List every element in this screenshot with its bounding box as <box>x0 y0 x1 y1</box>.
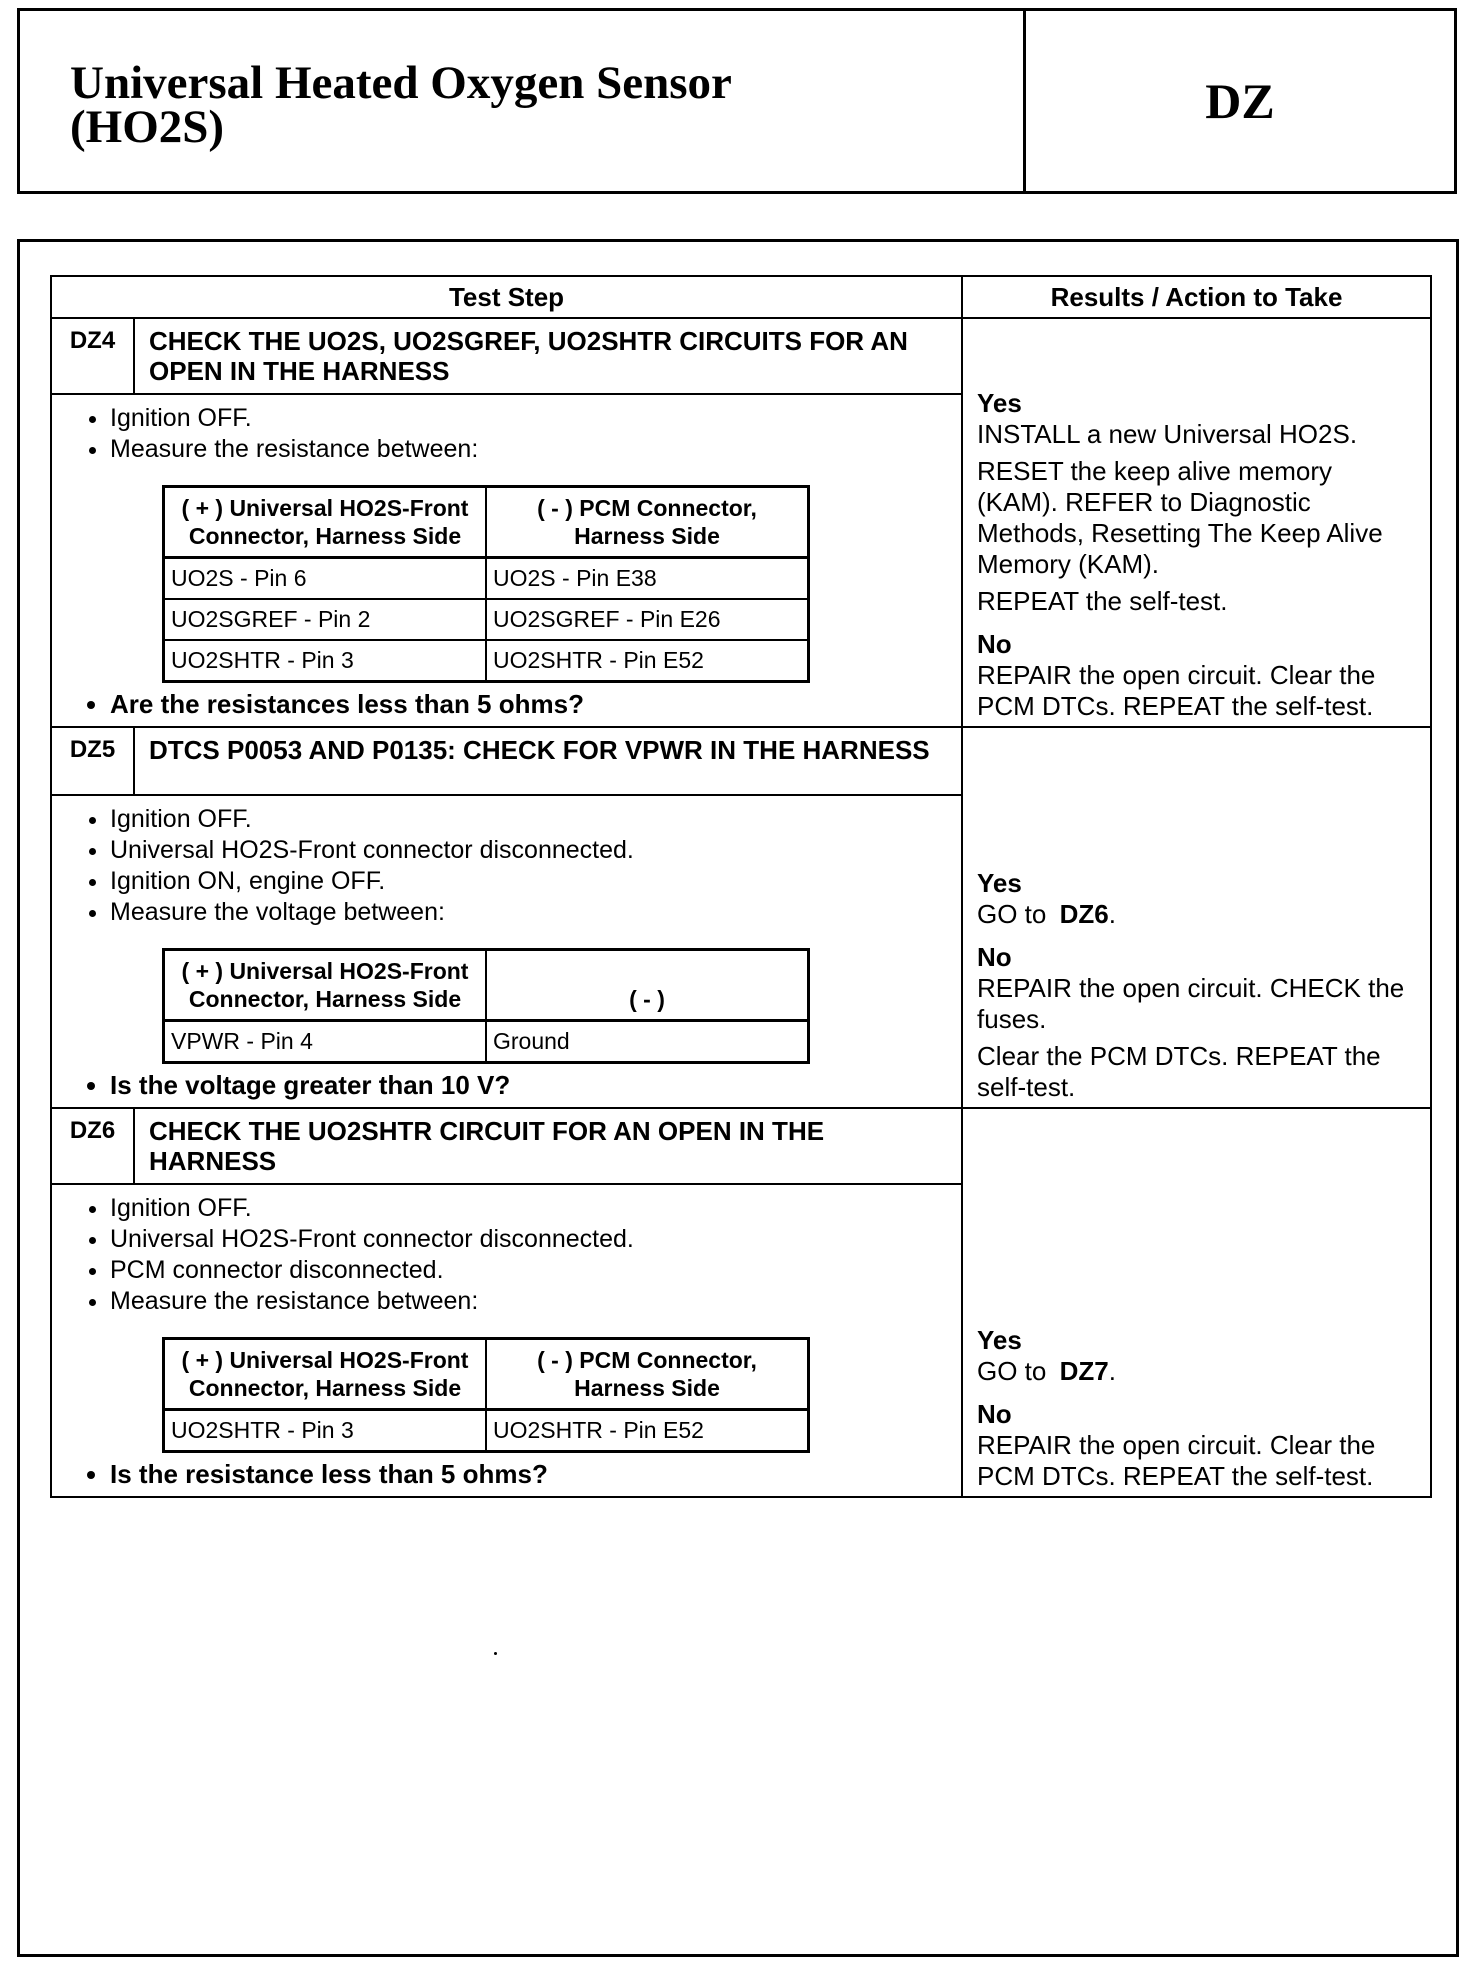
step-body <box>51 394 962 727</box>
table-row <box>164 640 809 682</box>
step-title-row <box>51 318 1431 394</box>
step-body <box>51 1184 962 1497</box>
title-line-1: Universal Heated Oxygen Sensor <box>70 57 732 109</box>
step-title-row <box>51 1108 1431 1184</box>
table-cell: Ground <box>486 1021 809 1063</box>
pin-table <box>162 485 810 683</box>
question-text: • Are the resistances less than 5 ohms? <box>110 689 947 720</box>
step-results <box>962 727 1431 1108</box>
no-action-1: REPAIR the open circuit. Clear the PCM DTCs. REPEAT the self-test. <box>977 1430 1376 1491</box>
step-name: CHECK THE UO2SHTR CIRCUIT FOR AN OPEN IN THE HARNESS <box>134 1108 962 1184</box>
step-body <box>51 795 962 1108</box>
pin-table-head-right: ( - ) <box>486 950 809 1021</box>
col-results: Results / Action to Take <box>962 276 1431 318</box>
list-item: • Measure the voltage between: <box>110 897 947 928</box>
list-item: • Universal HO2S-Front connector disconnected. <box>110 1224 947 1255</box>
table-row <box>164 599 809 640</box>
table-cell: UO2S - Pin E38 <box>486 558 809 600</box>
step-results <box>962 318 1431 727</box>
step-instructions <box>66 804 947 928</box>
list-item: • Ignition OFF. <box>110 1193 947 1224</box>
list-item: • Measure the resistance between: <box>110 434 947 465</box>
table-cell: UO2SHTR - Pin E52 <box>486 640 809 682</box>
yes-action-1: INSTALL a new Universal HO2S. <box>977 419 1358 449</box>
question-text: • Is the voltage greater than 10 V? <box>110 1070 947 1101</box>
pin-table-head-right: ( - ) PCM Connector, Harness Side <box>486 1339 809 1410</box>
table-row <box>164 558 809 600</box>
section-code: DZ <box>1205 73 1275 129</box>
yes-label: Yes <box>977 1325 1022 1355</box>
yes-label: Yes <box>977 868 1022 898</box>
yes-action: GO to DZ6. <box>977 899 1116 929</box>
go-to-target: DZ7 <box>1059 1356 1109 1386</box>
no-label: No <box>977 942 1012 972</box>
yes-action: GO to DZ7. <box>977 1356 1116 1386</box>
step-question <box>66 1459 947 1490</box>
list-item: • Ignition OFF. <box>110 804 947 835</box>
table-cell: VPWR - Pin 4 <box>164 1021 487 1063</box>
step-title-row <box>51 727 1431 795</box>
table-cell: UO2S - Pin 6 <box>164 558 487 600</box>
pin-table-head-left: ( + ) Universal HO2S-Front Connector, Harness Side <box>164 487 487 558</box>
step-instructions <box>66 1193 947 1317</box>
pin-table-head-right: ( - ) PCM Connector, Harness Side <box>486 487 809 558</box>
table-cell: UO2SHTR - Pin 3 <box>164 1410 487 1452</box>
test-step-table <box>50 275 1432 1498</box>
title-line-2: (HO2S) <box>70 101 225 153</box>
question-text: • Is the resistance less than 5 ohms? <box>110 1459 947 1490</box>
go-to-text: GO to <box>977 1356 1047 1386</box>
no-action-1: REPAIR the open circuit. Clear the PCM DTCs. REPEAT the self-test. <box>977 660 1376 721</box>
list-item: • Universal HO2S-Front connector disconnected. <box>110 835 947 866</box>
yes-action-3: REPEAT the self-test. <box>977 586 1228 616</box>
step-name: CHECK THE UO2S, UO2SGREF, UO2SHTR CIRCUITS FOR AN OPEN IN THE HARNESS <box>134 318 962 394</box>
table-row <box>164 1021 809 1063</box>
step-question <box>66 689 947 720</box>
list-item: • Ignition ON, engine OFF. <box>110 866 947 897</box>
col-test-step: Test Step <box>51 276 962 318</box>
pin-table-head-left: ( + ) Universal HO2S-Front Connector, Harness Side <box>164 950 487 1021</box>
no-action-1: REPAIR the open circuit. CHECK the fuses. <box>977 973 1405 1034</box>
table-cell: UO2SGREF - Pin E26 <box>486 599 809 640</box>
table-cell: UO2SHTR - Pin E52 <box>486 1410 809 1452</box>
pin-table-head-left: ( + ) Universal HO2S-Front Connector, Harness Side <box>164 1339 487 1410</box>
step-id: DZ5 <box>51 727 134 795</box>
table-header-row <box>51 276 1431 318</box>
step-id: DZ6 <box>51 1108 134 1184</box>
yes-action-2: RESET the keep alive memory (KAM). REFER to Diagnostic Methods, Resetting The Keep Alive Memory (KAM). <box>977 456 1383 579</box>
page-title <box>20 11 1026 191</box>
stray-mark <box>494 1652 497 1655</box>
go-to-text: GO to <box>977 899 1047 929</box>
no-label: No <box>977 629 1012 659</box>
page-header <box>17 8 1457 194</box>
no-action-2: Clear the PCM DTCs. REPEAT the self-test. <box>977 1041 1381 1102</box>
list-item: • Measure the resistance between: <box>110 1286 947 1317</box>
table-row <box>164 1410 809 1452</box>
pin-table <box>162 1337 810 1453</box>
pin-table <box>162 948 810 1064</box>
list-item: • PCM connector disconnected. <box>110 1255 947 1286</box>
yes-label: Yes <box>977 388 1022 418</box>
step-instructions <box>66 403 947 465</box>
table-cell: UO2SHTR - Pin 3 <box>164 640 487 682</box>
step-question <box>66 1070 947 1101</box>
step-id: DZ4 <box>51 318 134 394</box>
step-name: DTCS P0053 AND P0135: CHECK FOR VPWR IN THE HARNESS <box>134 727 962 795</box>
no-label: No <box>977 1399 1012 1429</box>
table-cell: UO2SGREF - Pin 2 <box>164 599 487 640</box>
list-item: • Ignition OFF. <box>110 403 947 434</box>
go-to-target: DZ6 <box>1059 899 1109 929</box>
step-results <box>962 1108 1431 1497</box>
